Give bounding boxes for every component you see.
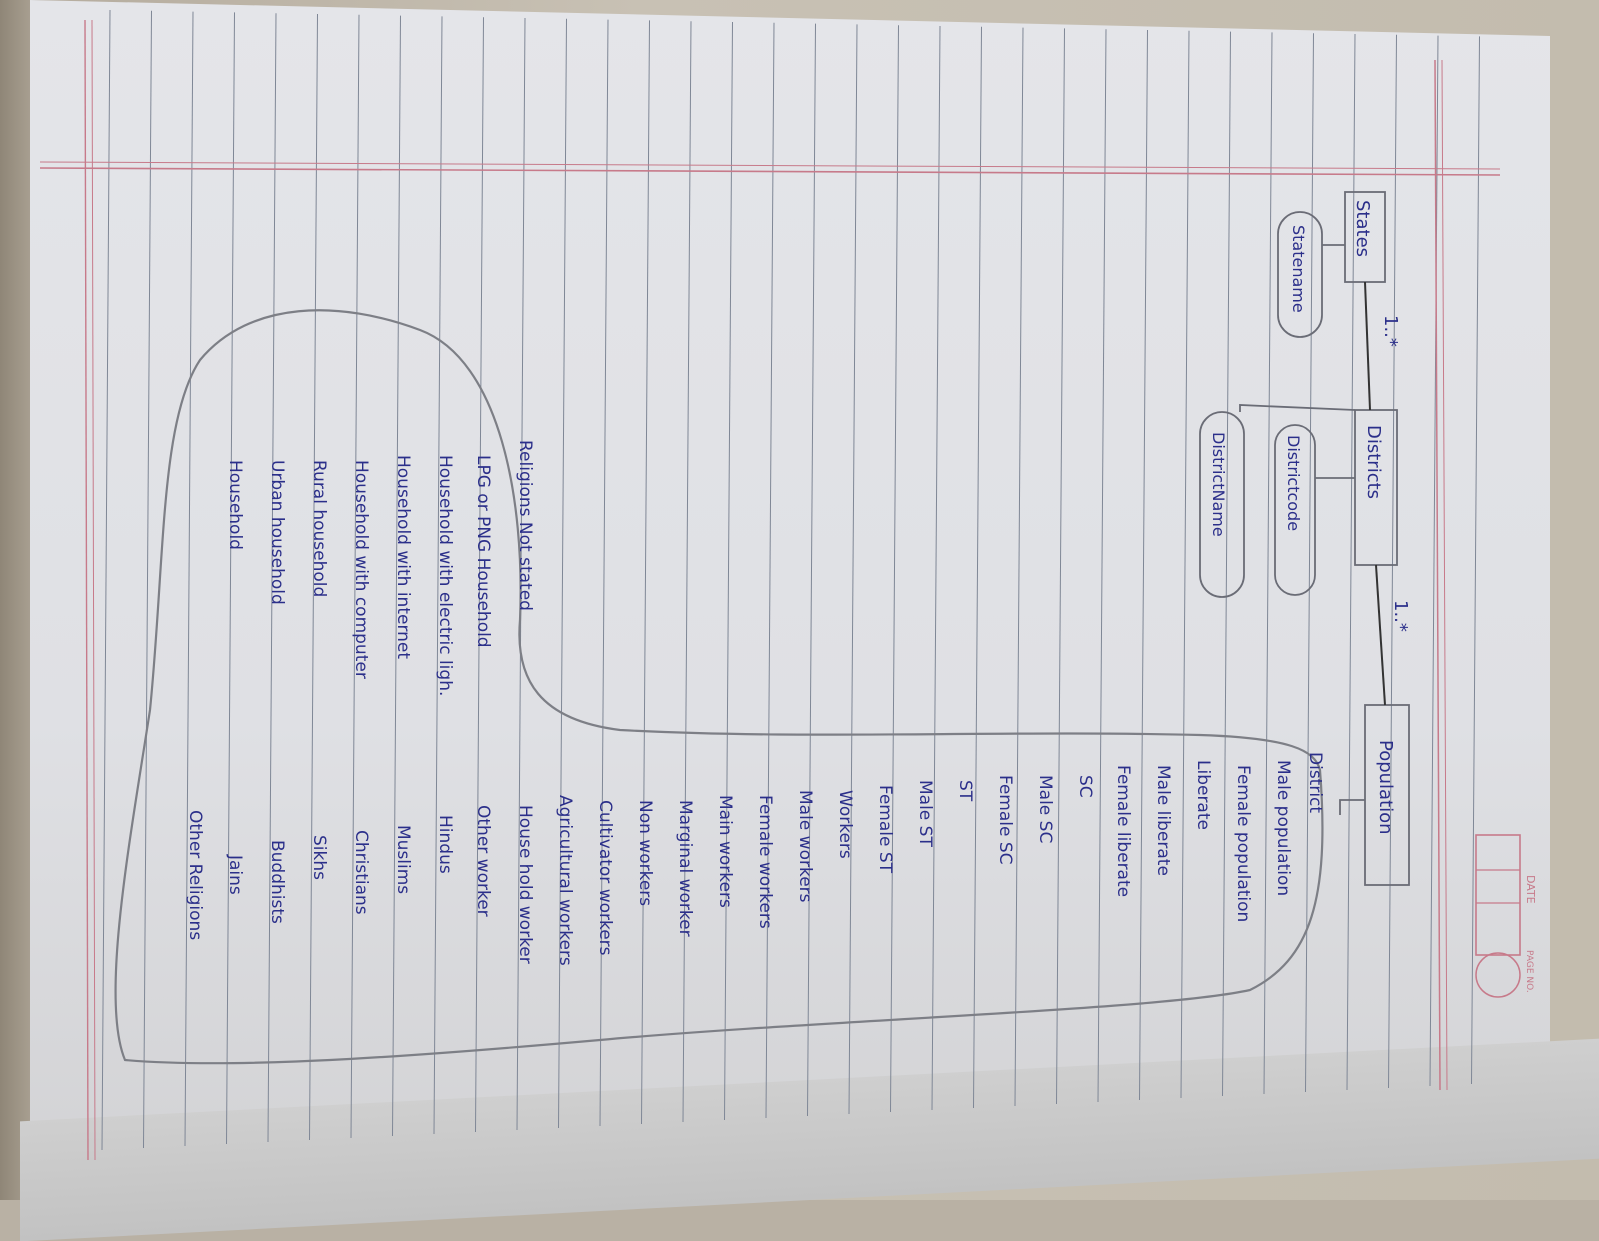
population-attributes-loop xyxy=(115,310,1322,1063)
population-field: Household xyxy=(225,460,245,550)
population-fields-right xyxy=(185,805,535,964)
population-field: Urban household xyxy=(267,460,287,605)
districtcode-label: Districtcode xyxy=(1284,435,1303,532)
rule-line xyxy=(1140,30,1148,1100)
population-field: Household with internet xyxy=(393,455,413,660)
population-field: Christians xyxy=(351,830,371,915)
population-field: Male liberate xyxy=(1153,765,1173,876)
population-field: Cultivator workers xyxy=(595,800,615,956)
population-fields-left xyxy=(225,440,1325,966)
population-field: House hold worker xyxy=(515,805,535,964)
districts-entity-label: Districts xyxy=(1363,425,1384,500)
rule-line xyxy=(1181,31,1189,1098)
rule-line xyxy=(185,12,193,1146)
population-field: Female workers xyxy=(755,795,775,929)
rule-line xyxy=(683,21,691,1122)
population-field: Female ST xyxy=(875,785,895,874)
rule-line xyxy=(1098,29,1106,1102)
population-field: Household with electric ligh. xyxy=(435,455,455,697)
population-field: Rural household xyxy=(309,460,329,598)
rule-line xyxy=(891,25,899,1112)
population-field: LPG or PNG Household xyxy=(473,455,493,648)
population-field: Other Religions xyxy=(185,810,205,941)
population-entity xyxy=(1365,705,1409,885)
population-field: Workers xyxy=(835,790,855,859)
population-field: ST xyxy=(955,780,975,802)
rule-line xyxy=(766,23,774,1118)
states-entity xyxy=(1345,192,1385,282)
rule-line xyxy=(849,24,857,1114)
date-label: DATE xyxy=(1524,875,1537,904)
population-field: Other worker xyxy=(473,805,493,917)
rule-line xyxy=(642,20,650,1124)
districts-entity xyxy=(1355,410,1397,565)
population-field: Jains xyxy=(225,855,245,895)
states-entity-label: States xyxy=(1352,200,1373,258)
rel-districts-population: 1..* xyxy=(1390,600,1411,632)
districtcode-attribute xyxy=(1275,425,1355,595)
date-page-box xyxy=(1476,835,1537,997)
population-field: Hindus xyxy=(435,815,455,874)
population-connector xyxy=(1340,800,1365,815)
population-field: Muslims xyxy=(393,825,413,895)
population-field: Religions Not stated xyxy=(515,440,535,611)
rule-line xyxy=(1223,32,1231,1096)
rule-line xyxy=(725,22,733,1120)
population-field: Female SC xyxy=(995,775,1015,865)
rule-line xyxy=(808,24,816,1116)
ruled-lines xyxy=(102,10,1480,1150)
population-field: District xyxy=(1305,752,1325,814)
rel-states-districts: 1..* xyxy=(1380,315,1401,347)
statename-label: Statename xyxy=(1289,225,1308,313)
rule-line xyxy=(1015,28,1023,1106)
districtname-label: DistrictName xyxy=(1209,432,1228,537)
population-field: SC xyxy=(1075,775,1095,798)
population-field: Liberate xyxy=(1193,760,1213,830)
rule-line xyxy=(1306,33,1314,1092)
rule-line xyxy=(600,20,608,1126)
rule-line xyxy=(144,11,152,1148)
rule-line xyxy=(974,27,982,1108)
population-field: Buddhists xyxy=(267,840,287,924)
population-field: Household with computer xyxy=(351,460,371,679)
population-field: Sikhs xyxy=(309,835,329,880)
population-entity-label: Population xyxy=(1375,740,1396,835)
population-field: Female liberate xyxy=(1113,765,1133,898)
population-field: Female population xyxy=(1233,765,1253,923)
rule-line xyxy=(932,26,940,1110)
rule-line xyxy=(1264,32,1272,1094)
page-no-label: PAGE NO. xyxy=(1524,950,1534,993)
population-field: Male SC xyxy=(1035,775,1055,844)
rule-line xyxy=(227,12,235,1144)
population-field: Male workers xyxy=(795,790,815,903)
rule-line xyxy=(102,10,110,1150)
population-field: Agricultural workers xyxy=(555,795,575,966)
population-field: Male population xyxy=(1273,760,1293,897)
population-field: Male ST xyxy=(915,780,935,847)
population-field: Main workers xyxy=(715,795,735,908)
population-field: Marginal worker xyxy=(675,800,695,937)
rule-line xyxy=(1057,28,1065,1104)
population-field: Non workers xyxy=(635,800,655,907)
rule-line xyxy=(1389,35,1397,1088)
